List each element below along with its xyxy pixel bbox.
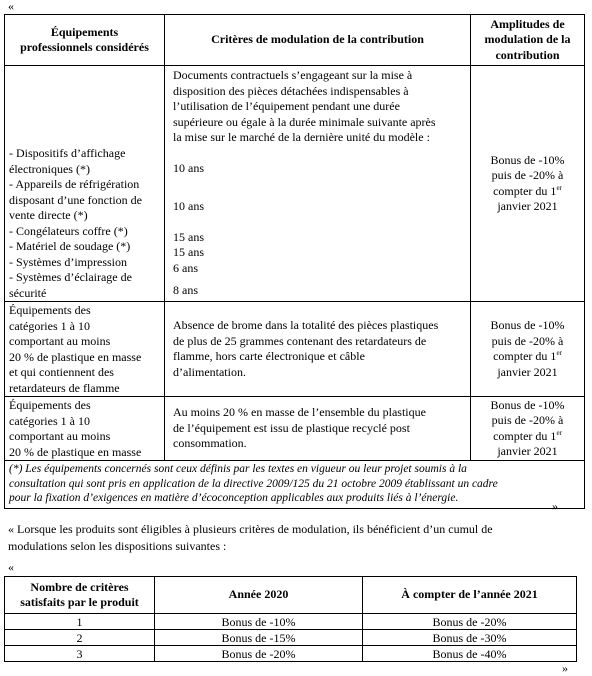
- opening-quote: «: [8, 0, 14, 13]
- row2-criteria: Absence de brome dans la totalité des pièces plastiques de plus de 25 grammes contenant des retardateurs de flamme, hors carte électronique et câble d’alimentation.: [165, 302, 471, 397]
- duration-refrigeration: 10 ans: [173, 199, 204, 213]
- table-row: 1 Bonus de -10% Bonus de -20%: [5, 614, 577, 630]
- footnote: (*) Les équipements concernés sont ceux définis par les textes en vigueur ou leur projet soumis à la consultation qui sont pris en application de la directive 2009/125 du 21 octobre 2009 établissant un cadre pour la fixation d’exigences en matière d’écoconception applicables aux produits liés à l’énergie.: [5, 461, 585, 509]
- header-criteria: Critères de modulation de la contribution: [165, 15, 471, 66]
- duration-lighting: 8 ans: [173, 283, 198, 297]
- row1-equipment: - Dispositifs d’affichage électroniques (*) - Appareils de réfrigération disposant d’une fonction de vente directe (*) - Congélateurs coffre (*) - Matériel de soudage (*) - Systèmes d’impression - Systèmes d’éclairage de sécurité: [5, 66, 165, 302]
- table-row: 3 Bonus de -20% Bonus de -40%: [5, 646, 577, 662]
- row3-criteria: Au moins 20 % en masse de l’ensemble du plastique de l’équipement est issu de plastique recyclé post consommation.: [165, 397, 471, 461]
- row2-equipment: Équipements des catégories 1 à 10 comportant au moins 20 % de plastique en masse et qui contiennent des retardateurs de flamme: [5, 302, 165, 397]
- modulation-criteria-table: [4, 14, 585, 509]
- closing-quote-2: »: [562, 661, 568, 675]
- cumulative-paragraph: « Lorsque les produits sont éligibles à plusieurs critères de modulation, ils bénéficient d’un cumul de modulations selon les dispositions suivantes :: [8, 522, 493, 553]
- table-row: [5, 397, 585, 461]
- duration-displays: 10 ans: [173, 160, 204, 175]
- row3-bonus: Bonus de -10% puis de -20% à compter du 1er janvier 2021: [471, 397, 585, 461]
- cumulative-bonus-table: [4, 576, 577, 662]
- table-header-row: [5, 577, 577, 614]
- row3-equipment: Équipements des catégories 1 à 10 comportant au moins 20 % de plastique en masse: [5, 397, 165, 461]
- duration-freezers: 15 ans: [173, 229, 204, 244]
- table-row: [5, 302, 585, 397]
- header-year-2020: Année 2020: [155, 577, 363, 614]
- table-row: 2 Bonus de -15% Bonus de -30%: [5, 630, 577, 646]
- row1-criteria: Documents contractuels s’engageant sur la mise à disposition des pièces détachées indispensables à l’utilisation de l’équipement pendant une durée supérieure ou égale à la durée minimale suivante après la mise sur le marché de la dernière unité du modèle : 10 ans 10 ans 15 ans 15 ans 6 ans 8 ans: [165, 66, 471, 302]
- row1-bonus: Bonus de -10% puis de -20% à compter du 1er janvier 2021: [471, 66, 585, 302]
- header-amplitudes: Amplitudes de modulation de la contribution: [471, 15, 585, 66]
- header-criteria-count: Nombre de critères satisfaits par le produit: [5, 577, 155, 614]
- table-header-row: [5, 15, 585, 66]
- duration-printing: 6 ans: [173, 260, 198, 275]
- header-equipment: Équipements professionnels considérés: [5, 15, 165, 66]
- row2-bonus: Bonus de -10% puis de -20% à compter du 1er janvier 2021: [471, 302, 585, 397]
- footnote-row: [5, 461, 585, 509]
- table-row: [5, 66, 585, 302]
- duration-welding: 15 ans: [173, 245, 204, 259]
- header-from-2021: À compter de l’année 2021: [363, 577, 577, 614]
- closing-quote: »: [552, 499, 558, 513]
- opening-quote-2: «: [8, 560, 14, 574]
